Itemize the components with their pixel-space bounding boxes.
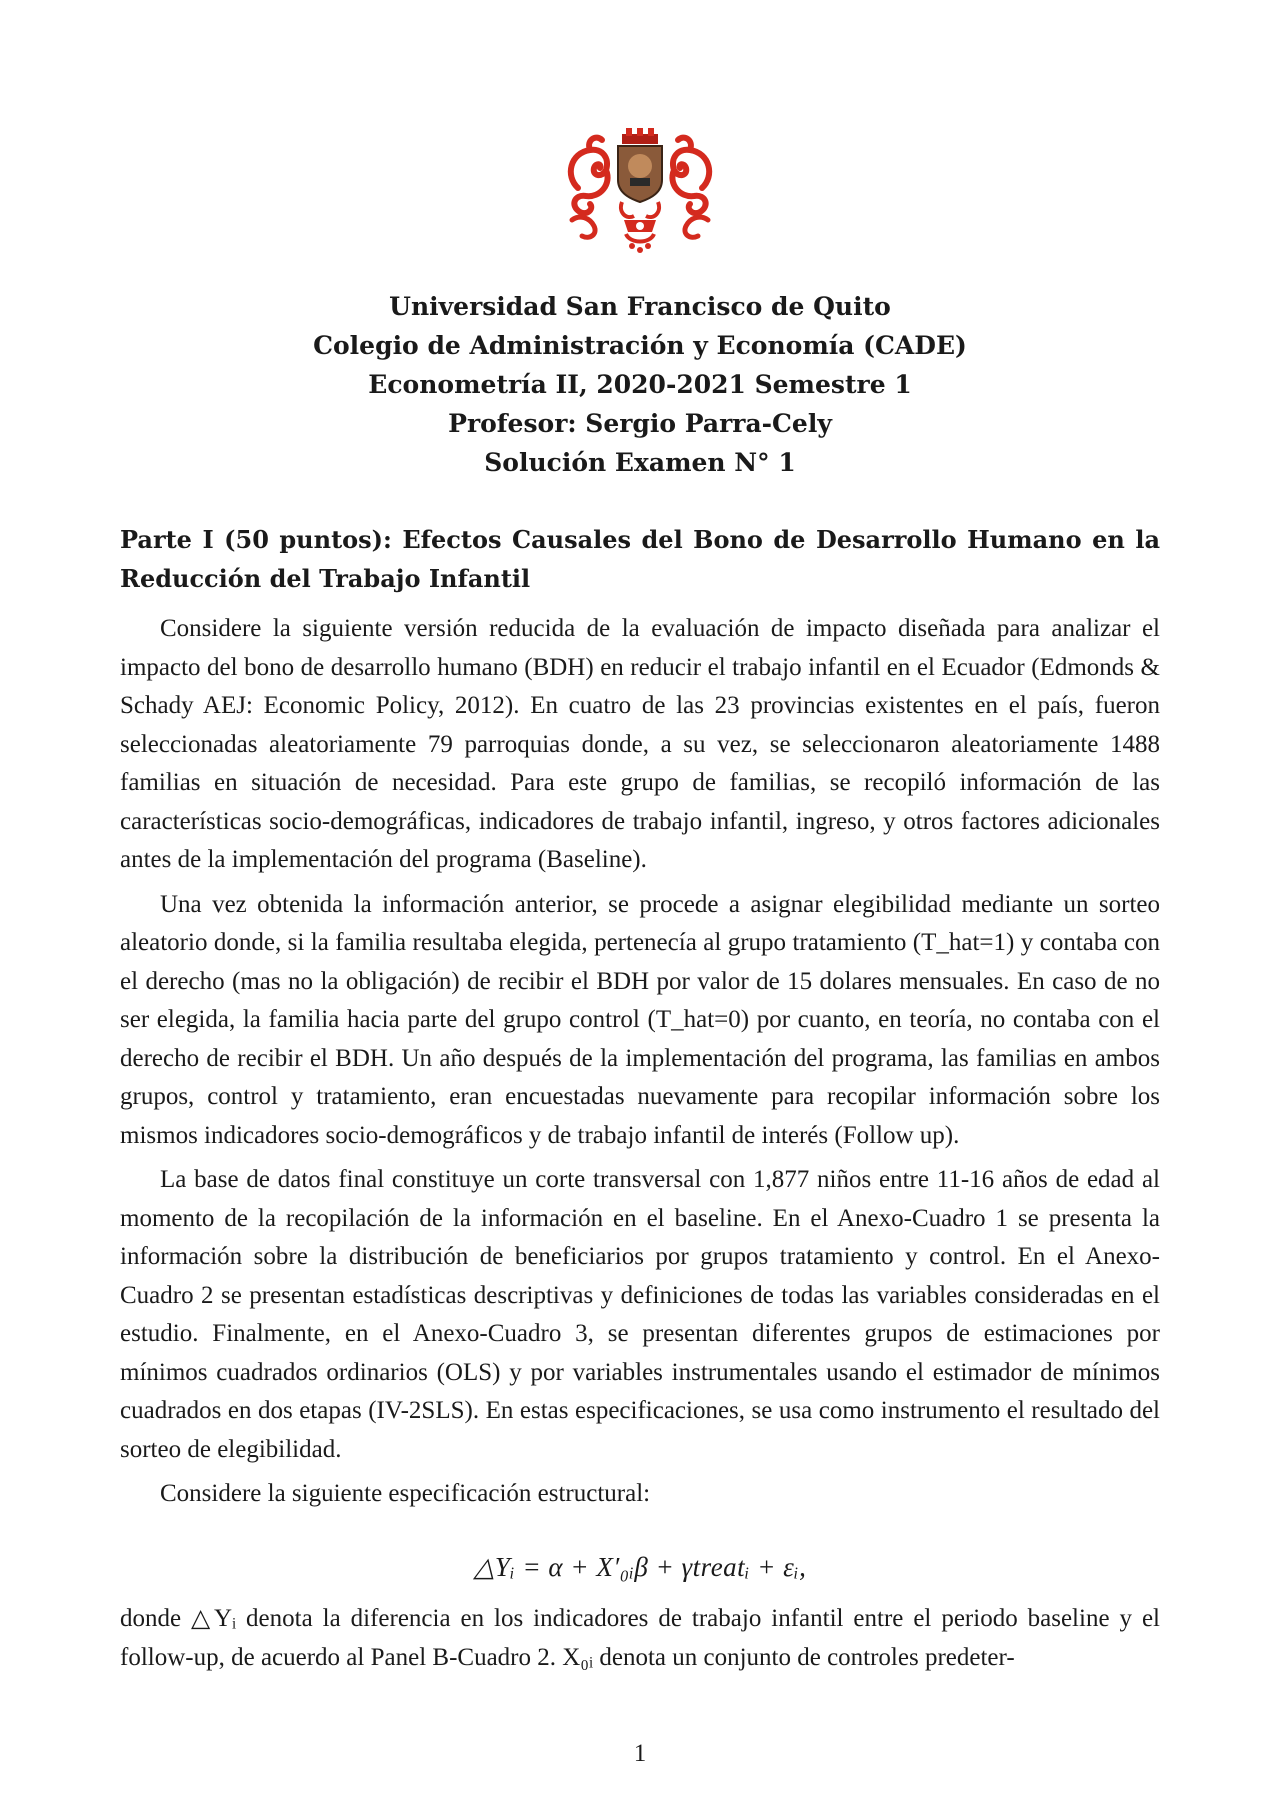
document-header — [0, 287, 1280, 482]
university-name: Universidad San Francisco de Quito — [389, 292, 891, 321]
left-dragon-icon — [571, 138, 608, 213]
right-dragon-icon — [672, 138, 709, 213]
professor-name: Profesor: Sergio Parra-Cely — [448, 409, 832, 438]
paragraph-3: La base de datos final constituye un corte transversal con 1,877 niños entre 11-16 años de edad al momento de la recopilación de la información en el baseline. En el Anexo-Cuadro 1 se presenta la información sobre la distribución de beneficiarios por grupos tratamiento y control. En el Anexo-Cuadro 2 se presentan estadísticas descriptivas y definiciones de todas las variables consideradas en el estudio. Finalmente, en el Anexo-Cuadro 3, se presentan diferentes grupos de estimaciones por mínimos cuadrados ordinarios (OLS) y por variables instrumentales usando el estimador de mínimos cuadrados en dos etapas (IV-2SLS). En estas especificaciones, se usa como instrumento el resultado del sorteo de elegibilidad. — [120, 1166, 1160, 1463]
paragraph-2: Una vez obtenida la información anterior, se procede a asignar elegibilidad mediante un sorteo aleatorio donde, si la familia resultaba elegida, pertenecía al grupo tratamiento (T_hat=1) y contaba con el derecho (mas no la obligación) de recibir el BDH por valor de 15 dolares mensuales. En caso de no ser elegida, la familia hacia parte del grupo control (T_hat=0) por cuanto, en teoría, no contaba con el derecho de recibir el BDH. Un año después de la implementación del programa, las familias en ambos grupos, control y tratamiento, eran encuestadas nuevamente para recopilar información sobre los mismos indicadores socio-demográficos y de trabajo infantil de interés (Follow up). — [120, 890, 1160, 1149]
college-name: Colegio de Administración y Economía (CADE) — [313, 331, 967, 360]
paragraph-4: Considere la siguiente especificación estructural: — [160, 1480, 651, 1507]
section-title: Parte I (50 puntos): Efectos Causales del Bono de Desarrollo Humano en la Reducción del Trabajo Infantil — [120, 525, 1160, 593]
exam-title: Solución Examen N° 1 — [484, 448, 796, 477]
structural-equation: △Yᵢ = α + X′₀ᵢβ + γtreatᵢ + εᵢ, — [473, 1551, 807, 1582]
course-title: Econometría II, 2020-2021 Semestre 1 — [368, 370, 912, 399]
document-body — [120, 520, 1160, 1677]
paragraph-1: Considere la siguiente versión reducida de la evaluación de impacto diseñada para analizar el impacto del bono de desarrollo humano (BDH) en reducir el trabajo infantil en el Ecuador (Edmonds & Schady AEJ: Economic Policy, 2012). En cuatro de las 23 provincias existentes en el país, fueron seleccionadas aleatoriamente 79 parroquias donde, a su vez, se seleccionaron aleatoriamente 1488 familias en situación de necesidad. Para este grupo de familias, se recopiló información de las características socio-demográficas, indicadores de trabajo infantil, ingreso, y otros factores adicionales antes de la implementación del programa (Baseline). — [120, 615, 1160, 873]
equation-explanation: donde △Yᵢ denota la diferencia en los indicadores de trabajo infantil entre el periodo baseline y el follow-up, de acuerdo al Panel B-Cuadro 2. X₀ᵢ denota un conjunto de controles predeter- — [120, 1605, 1160, 1671]
university-emblem-icon — [560, 128, 720, 256]
page-number: 1 — [633, 1740, 647, 1767]
